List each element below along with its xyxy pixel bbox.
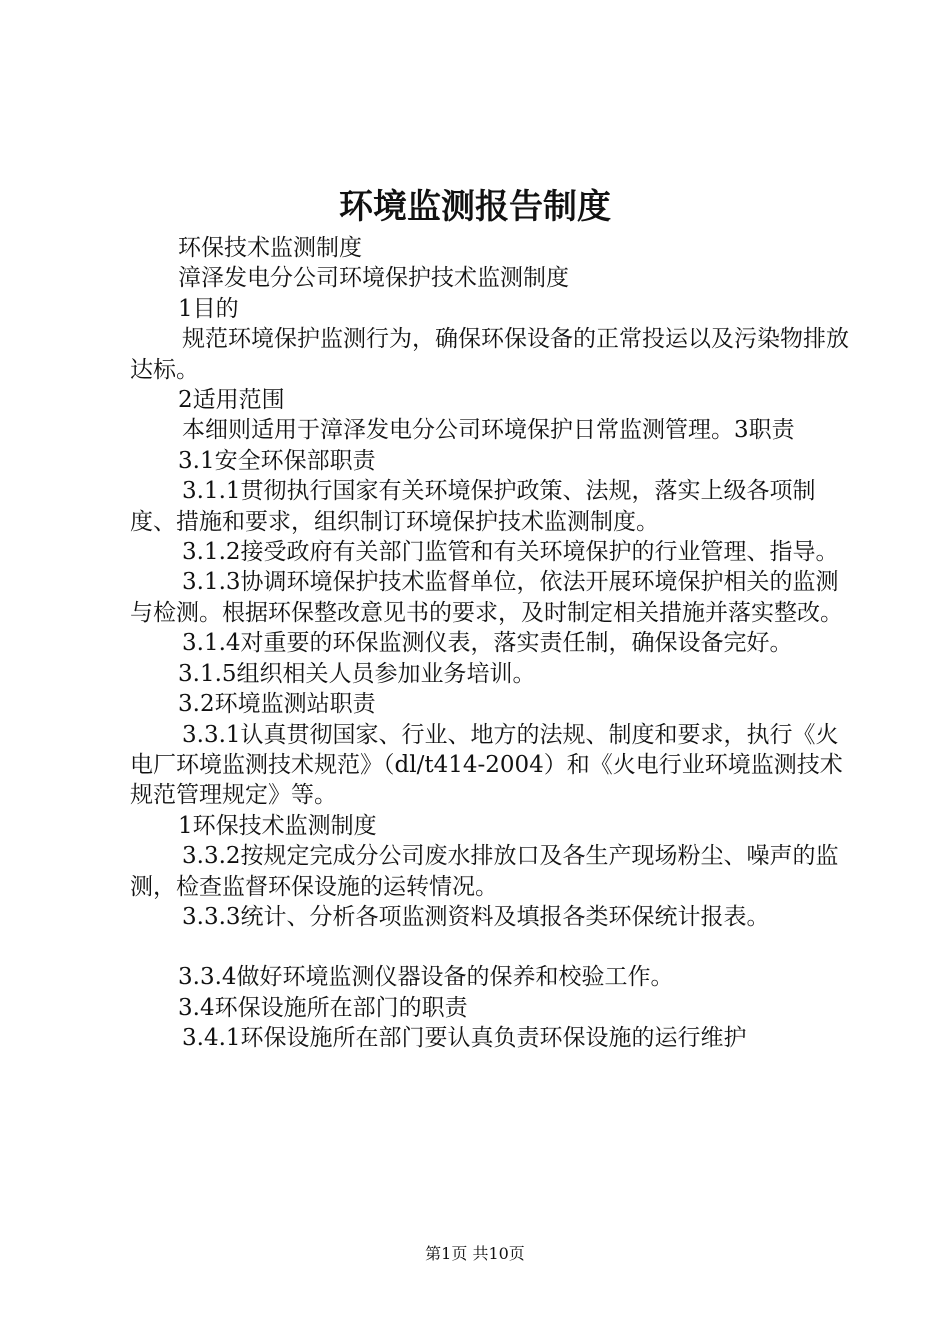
paragraph: 3.4.1环保设施所在部门要认真负责环保设施的运行维护 <box>182 1025 747 1052</box>
paragraph: 3.2环境监测站职责 <box>178 691 376 718</box>
document-title: 环境监测报告制度 <box>339 187 611 227</box>
paragraph-gap <box>130 932 850 962</box>
paragraph: 3.1.2接受政府有关部门监管和有关环境保护的行业管理、指导。 <box>182 539 839 566</box>
paragraph: 3.1.1贯彻执行国家有关环境保护政策、法规，落实上级各项制度、措施和要求，组织制订环境保护技术监测制度。 <box>130 478 816 535</box>
paragraph: 2适用范围 <box>178 387 285 414</box>
paragraph: 3.1安全环保部职责 <box>178 447 376 474</box>
page-footer: 第1页 共10页 <box>425 1244 525 1263</box>
paragraph: 3.1.5组织相关人员参加业务培训。 <box>178 660 536 687</box>
paragraph: 3.1.4对重要的环保监测仪表，落实责任制，确保设备完好。 <box>182 630 793 657</box>
paragraph: 3.3.1认真贯彻国家、行业、地方的法规、制度和要求，执行《火电厂环境监测技术规范》（dl/t414-2004）和《火电行业环境监测技术规范管理规定》等。 <box>130 721 843 809</box>
paragraph: 规范环境保护监测行为，确保环保设备的正常投运以及污染物排放达标。 <box>130 326 849 383</box>
paragraph: 3.3.4做好环境监测仪器设备的保养和校验工作。 <box>178 964 674 991</box>
paragraph: 3.3.3统计、分析各项监测资料及填报各类环保统计报表。 <box>182 903 770 930</box>
paragraph: 3.4环保设施所在部门的职责 <box>178 994 468 1021</box>
paragraph: 3.1.3协调环境保护技术监督单位，依法开展环境保护相关的监测与检测。根据环保整改意见书的要求，及时制定相关措施并落实整改。 <box>130 569 843 626</box>
paragraph: 1环保技术监测制度 <box>178 812 377 839</box>
paragraph: 环保技术监测制度 <box>178 235 362 261</box>
paragraph: 漳泽发电分公司环境保护技术监测制度 <box>178 265 569 292</box>
paragraph: 本细则适用于漳泽发电分公司环境保护日常监测管理。3职责 <box>182 417 795 444</box>
paragraph: 3.3.2按规定完成分公司废水排放口及各生产现场粉尘、噪声的监测，检查监督环保设施的运转情况。 <box>130 843 839 900</box>
document-body <box>130 233 850 1054</box>
paragraph: 1目的 <box>178 295 239 322</box>
